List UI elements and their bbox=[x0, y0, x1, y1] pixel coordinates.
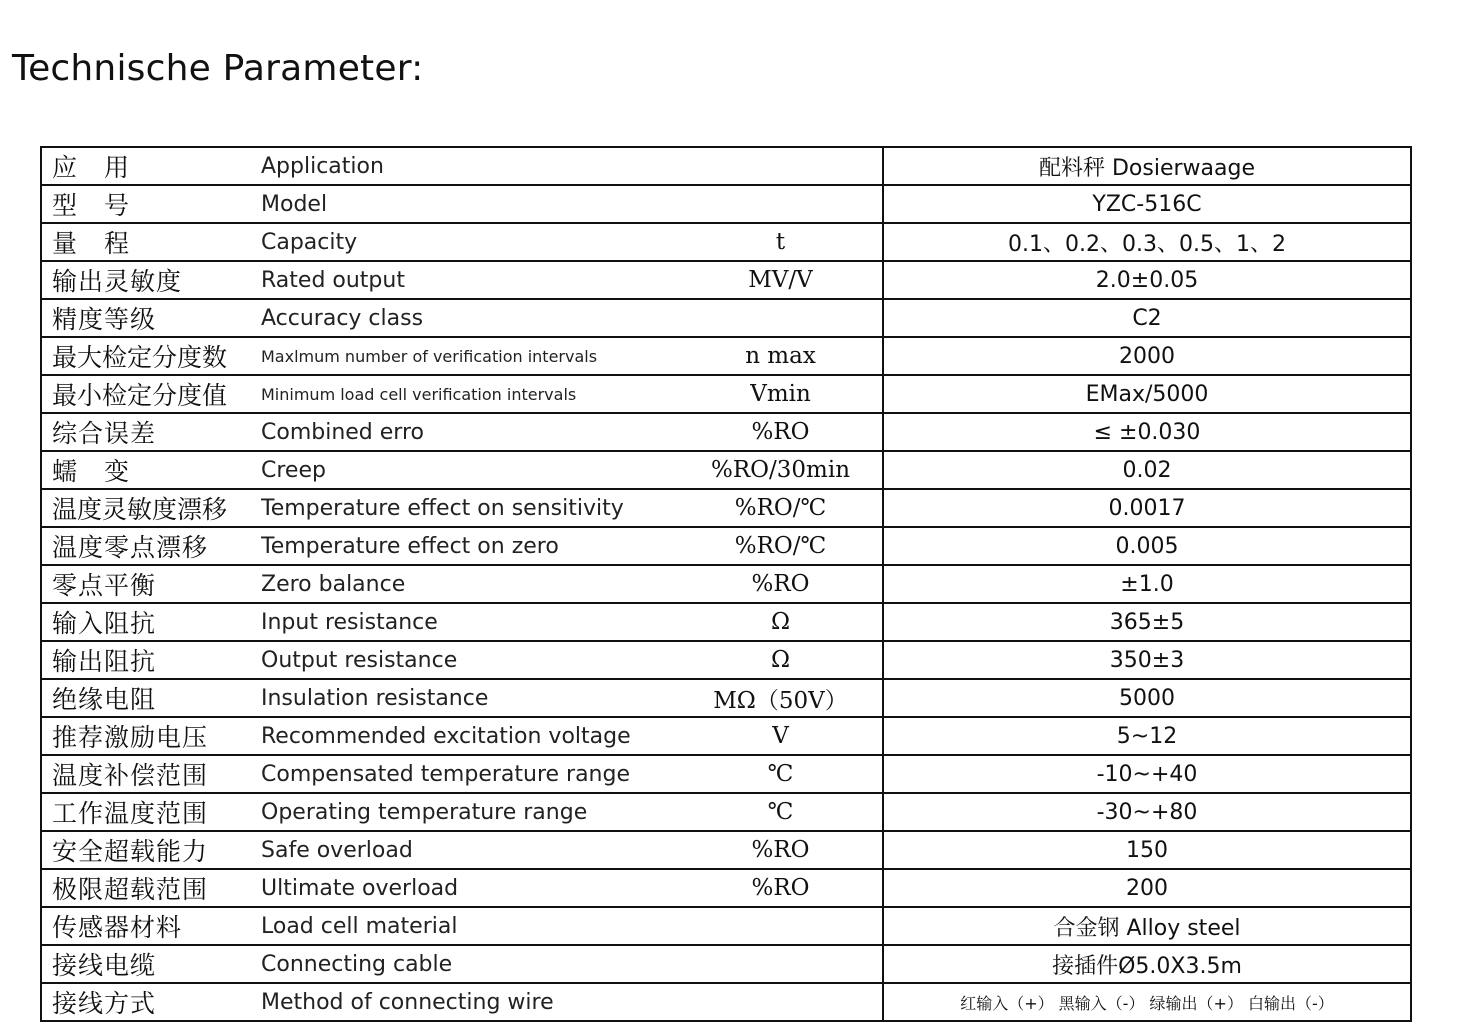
table-row bbox=[41, 375, 1411, 413]
table-row bbox=[41, 831, 1411, 869]
param-value: 红输入（+） 黑输入（-） 绿输出（+） 白输出（-） bbox=[883, 983, 1411, 1021]
param-cn-label: 输出阻抗 bbox=[41, 641, 261, 679]
param-value: YZC-516C bbox=[883, 185, 1411, 223]
param-en-label: Temperature effect on zero bbox=[261, 527, 679, 565]
param-cn-label: 传感器材料 bbox=[41, 907, 261, 945]
param-value: ±1.0 bbox=[883, 565, 1411, 603]
param-unit: %RO bbox=[679, 869, 883, 907]
param-unit: %RO bbox=[679, 565, 883, 603]
param-cn-label: 推荐激励电压 bbox=[41, 717, 261, 755]
table-row bbox=[41, 907, 1411, 945]
param-en-label: Maxlmum number of verification intervals bbox=[261, 337, 679, 375]
param-value: EMax/5000 bbox=[883, 375, 1411, 413]
page-title: Technische Parameter: bbox=[12, 48, 424, 89]
param-en-label: Input resistance bbox=[261, 603, 679, 641]
param-unit: %RO bbox=[679, 831, 883, 869]
table-row bbox=[41, 527, 1411, 565]
param-en-label: Creep bbox=[261, 451, 679, 489]
param-unit bbox=[679, 147, 883, 185]
param-en-label: Connecting cable bbox=[261, 945, 679, 983]
param-unit: %RO/℃ bbox=[679, 527, 883, 565]
table-row bbox=[41, 413, 1411, 451]
param-unit: Ω bbox=[679, 641, 883, 679]
param-en-label: Application bbox=[261, 147, 679, 185]
param-en-label: Recommended excitation voltage bbox=[261, 717, 679, 755]
param-cn-label: 精度等级 bbox=[41, 299, 261, 337]
param-cn-label: 输出灵敏度 bbox=[41, 261, 261, 299]
param-en-label: Temperature effect on sensitivity bbox=[261, 489, 679, 527]
param-cn-label: 零点平衡 bbox=[41, 565, 261, 603]
table-row bbox=[41, 603, 1411, 641]
param-en-label: Capacity bbox=[261, 223, 679, 261]
param-cn-label: 综合误差 bbox=[41, 413, 261, 451]
param-cn-label: 绝缘电阻 bbox=[41, 679, 261, 717]
param-unit: ℃ bbox=[679, 793, 883, 831]
param-unit: MV/V bbox=[679, 261, 883, 299]
param-unit: t bbox=[679, 223, 883, 261]
param-unit: ℃ bbox=[679, 755, 883, 793]
param-value: 150 bbox=[883, 831, 1411, 869]
param-unit bbox=[679, 299, 883, 337]
table-row bbox=[41, 793, 1411, 831]
param-en-label: Minimum load cell verification intervals bbox=[261, 375, 679, 413]
param-cn-label: 量 程 bbox=[41, 223, 261, 261]
param-value: 0.0017 bbox=[883, 489, 1411, 527]
table-row bbox=[41, 641, 1411, 679]
param-en-label: Method of connecting wire bbox=[261, 983, 679, 1021]
param-cn-label: 温度灵敏度漂移 bbox=[41, 489, 261, 527]
param-unit: V bbox=[679, 717, 883, 755]
param-en-label: Model bbox=[261, 185, 679, 223]
param-value: -10~+40 bbox=[883, 755, 1411, 793]
param-unit: Ω bbox=[679, 603, 883, 641]
param-value: 5~12 bbox=[883, 717, 1411, 755]
param-value: 350±3 bbox=[883, 641, 1411, 679]
param-unit: MΩ（50V） bbox=[679, 679, 883, 717]
param-unit bbox=[679, 907, 883, 945]
param-value: 365±5 bbox=[883, 603, 1411, 641]
table-row bbox=[41, 945, 1411, 983]
table-row bbox=[41, 565, 1411, 603]
param-cn-label: 最小检定分度值 bbox=[41, 375, 261, 413]
param-en-label: Load cell material bbox=[261, 907, 679, 945]
table-row bbox=[41, 983, 1411, 1021]
param-en-label: Ultimate overload bbox=[261, 869, 679, 907]
param-value: 200 bbox=[883, 869, 1411, 907]
param-unit: Vmin bbox=[679, 375, 883, 413]
param-value: 0.005 bbox=[883, 527, 1411, 565]
param-value: 合金钢 Alloy steel bbox=[883, 907, 1411, 945]
param-en-label: Accuracy class bbox=[261, 299, 679, 337]
param-value: 0.02 bbox=[883, 451, 1411, 489]
param-en-label: Operating temperature range bbox=[261, 793, 679, 831]
param-value: 0.1、0.2、0.3、0.5、1、2 bbox=[883, 223, 1411, 261]
param-en-label: Combined erro bbox=[261, 413, 679, 451]
spec-table bbox=[40, 146, 1412, 1022]
table-row bbox=[41, 261, 1411, 299]
param-value: 配料秤 Dosierwaage bbox=[883, 147, 1411, 185]
table-row bbox=[41, 451, 1411, 489]
param-cn-label: 安全超载能力 bbox=[41, 831, 261, 869]
param-cn-label: 工作温度范围 bbox=[41, 793, 261, 831]
param-value: C2 bbox=[883, 299, 1411, 337]
param-en-label: Insulation resistance bbox=[261, 679, 679, 717]
param-cn-label: 应 用 bbox=[41, 147, 261, 185]
param-cn-label: 型 号 bbox=[41, 185, 261, 223]
param-cn-label: 输入阻抗 bbox=[41, 603, 261, 641]
table-row bbox=[41, 869, 1411, 907]
param-value: ≤ ±0.030 bbox=[883, 413, 1411, 451]
param-cn-label: 温度补偿范围 bbox=[41, 755, 261, 793]
param-cn-label: 极限超载范围 bbox=[41, 869, 261, 907]
table-row bbox=[41, 755, 1411, 793]
param-unit bbox=[679, 185, 883, 223]
table-row bbox=[41, 223, 1411, 261]
table-row bbox=[41, 679, 1411, 717]
param-cn-label: 接线电缆 bbox=[41, 945, 261, 983]
table-row bbox=[41, 299, 1411, 337]
param-en-label: Output resistance bbox=[261, 641, 679, 679]
param-unit: %RO/℃ bbox=[679, 489, 883, 527]
param-cn-label: 接线方式 bbox=[41, 983, 261, 1021]
param-unit: %RO bbox=[679, 413, 883, 451]
param-value: 2.0±0.05 bbox=[883, 261, 1411, 299]
param-unit: n max bbox=[679, 337, 883, 375]
table-row bbox=[41, 185, 1411, 223]
table-row bbox=[41, 489, 1411, 527]
param-en-label: Compensated temperature range bbox=[261, 755, 679, 793]
param-cn-label: 蠕 变 bbox=[41, 451, 261, 489]
param-value: 接插件Ø5.0X3.5m bbox=[883, 945, 1411, 983]
param-value: 5000 bbox=[883, 679, 1411, 717]
param-en-label: Rated output bbox=[261, 261, 679, 299]
param-en-label: Safe overload bbox=[261, 831, 679, 869]
param-en-label: Zero balance bbox=[261, 565, 679, 603]
param-unit bbox=[679, 945, 883, 983]
param-unit bbox=[679, 983, 883, 1021]
table-row bbox=[41, 337, 1411, 375]
table-row bbox=[41, 717, 1411, 755]
param-cn-label: 温度零点漂移 bbox=[41, 527, 261, 565]
table-row bbox=[41, 147, 1411, 185]
param-unit: %RO/30min bbox=[679, 451, 883, 489]
param-value: 2000 bbox=[883, 337, 1411, 375]
param-cn-label: 最大检定分度数 bbox=[41, 337, 261, 375]
param-value: -30~+80 bbox=[883, 793, 1411, 831]
